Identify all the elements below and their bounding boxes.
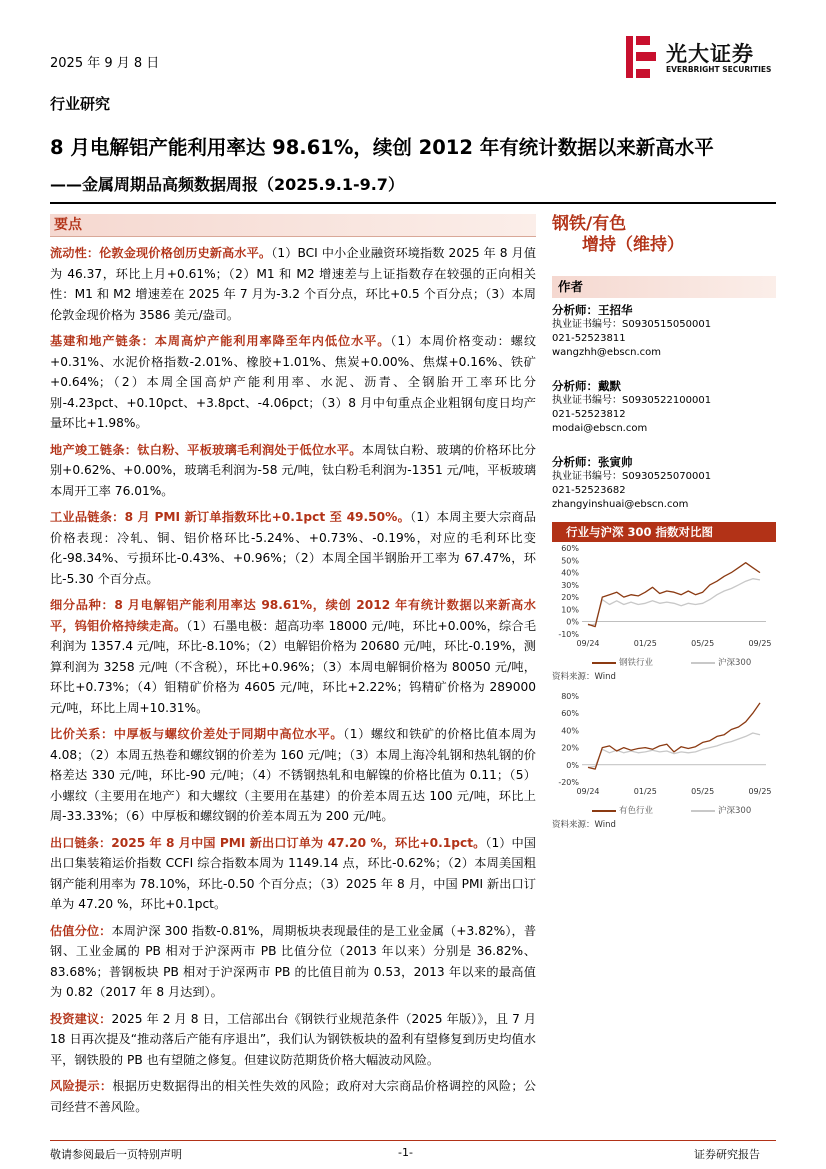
key-point-item — [50, 724, 536, 827]
key-point-highlight: 基建和地产链条：本周高炉产能利用率降至年内低位水平。 — [50, 334, 391, 348]
legend-item — [592, 658, 653, 668]
key-points-section — [50, 214, 536, 1117]
analyst-phone: 021-52523811 — [552, 333, 626, 344]
key-point-item — [50, 243, 536, 325]
analyst-license: 执业证书编号：S0930515050001 — [552, 319, 712, 330]
footer-divider — [50, 1140, 776, 1141]
footer-disclaimer: 敬请参阅最后一页特别声明 — [50, 1148, 182, 1161]
analyst-email[interactable]: zhangyinshuai@ebscn.com — [552, 499, 689, 510]
key-point-highlight: 风险提示： — [50, 1079, 113, 1093]
legend-label: 钢铁行业 — [619, 658, 654, 668]
y-tick-label: 0% — [566, 760, 579, 770]
y-tick-label: 80% — [561, 692, 579, 701]
analyst-list — [552, 302, 776, 512]
sector-name: 钢铁/有色 — [552, 214, 627, 234]
analyst-name: 分析师：张寅帅 — [552, 455, 633, 469]
logo-text-cn: 光大证券 — [666, 42, 754, 66]
key-point-highlight: 地产竣工链条：钛白粉、平板玻璃毛利润处于低位水平。 — [50, 442, 362, 457]
authors-heading: 作者 — [552, 276, 776, 298]
y-tick-label: 50% — [561, 556, 579, 566]
chart-source: 资料来源：Wind — [552, 820, 616, 830]
key-point-highlight: 流动性：伦敦金现价格创历史新高水平。 — [50, 246, 272, 260]
analyst-phone: 021-52523812 — [552, 409, 626, 420]
analyst-card — [552, 378, 776, 436]
key-point-text: （1）本周价格变动：螺纹+0.31%、水泥价格指数-2.01%、橡胶+1.01%、焦炭+0.00%、焦煤+0.16%、铁矿+0.64%；（2）本周全国高炉产能利用率、水泥、沥青、全钢胎开工率环比分别-4.23pct、+0.10pct、+3.8pct、-4.06pct；（3）8 月中旬重点企业粗钢旬度日均产量环比+1.98%。 — [50, 334, 537, 430]
legend-item — [592, 806, 653, 816]
y-tick-label: -20% — [558, 778, 579, 787]
steel-vs-hs300-chart — [552, 542, 776, 652]
everbright-logo-icon — [626, 36, 656, 78]
key-point-item — [50, 440, 536, 502]
key-point-item — [50, 921, 536, 1003]
legend-swatch — [691, 662, 715, 664]
legend-swatch — [691, 810, 715, 812]
report-category: 行业研究 — [50, 95, 111, 113]
y-tick-label: 20% — [561, 593, 579, 603]
y-tick-label: 40% — [561, 726, 579, 736]
analyst-card — [552, 302, 776, 360]
x-tick-label: 09/24 — [576, 639, 600, 648]
x-tick-label: 05/25 — [691, 787, 715, 796]
key-point-item — [50, 595, 536, 718]
key-point-text: （1）本周主要大宗商品价格表现：冷轧、铜、铝价格环比-5.24%、+0.73%、-0.19%，对应的毛利环比变化-98.34%、亏损环比-0.43%、+0.96%；（2）本周全国半钢胎开工率为 67.47%，环比-5.30 个百分点。 — [50, 510, 536, 586]
key-point-text: 本周沪深 300 指数-0.81%，周期板块表现最佳的是工业金属（+3.82%），普钢、工业金属的 PB 相对于沪深两市 PB 比值分位（2013 年以来）分别是 36.82%、83.68%；普钢板块 PB 相对于沪深两市 PB 的比值目前为 0.53，2013 年以来的最高值为 0.82（2017 年 8 月达到）。 — [50, 923, 537, 999]
key-point-highlight: 出口链条：2025 年 8 月中国 PMI 新出口订单为 47.20 %，环比+0.1pct。 — [50, 835, 486, 850]
report-title: 8 月电解铝产能利用率达 98.61%，续创 2012 年有统计数据以来新高水平 — [50, 136, 714, 159]
analyst-email[interactable]: wangzhh@ebscn.com — [552, 347, 661, 358]
key-point-text: 根据历史数据得出的相关性失效的风险；政府对大宗商品价格调控的风险；公司经营不善风险。 — [50, 1079, 536, 1114]
chart-legend — [552, 656, 776, 670]
legend-label: 有色行业 — [619, 806, 654, 816]
key-point-highlight: 投资建议： — [50, 1011, 112, 1026]
legend-swatch — [592, 662, 616, 664]
key-point-text: （1）石墨电极：超高功率 18000 元/吨，环比+0.00%，综合毛利润为 1357.4 元/吨，环比-8.10%；（2）电解铝价格为 20680 元/吨，环比-0.19%，测算利润为 3258 元/吨（不含税），环比+0.96%；（3）本周电解铜价格为 80050 元/吨，环比+0.73%；（4）钼精矿价格为 4605 元/吨，环比+2.22%；钨精矿价格为 289000 元/吨，环比上周+10.31%。 — [50, 618, 537, 715]
legend-item — [691, 658, 751, 668]
logo-text-en: EVERBRIGHT SECURITIES — [666, 65, 772, 74]
legend-swatch — [592, 810, 616, 812]
key-point-text: 本周钛白粉、玻璃的价格环比分别+0.62%、+0.00%，玻璃毛利润为-58 元/吨，钛白粉毛利润为-1351 元/吨，平板玻璃本周开工率 76.01%。 — [50, 442, 537, 498]
key-point-highlight: 细分品种：8 月电解铝产能利用率达 98.61%，续创 2012 年有统计数据以来新高水平，钨钼价格持续走高。 — [50, 598, 536, 633]
series-line — [588, 563, 760, 627]
key-point-highlight: 比价关系：中厚板与螺纹价差处于同期中高位水平。 — [50, 727, 344, 741]
analyst-phone: 021-52523682 — [552, 485, 626, 496]
chart-heading: 行业与沪深 300 指数对比图 — [552, 522, 776, 542]
title-divider — [50, 202, 776, 204]
legend-label: 沪深300 — [718, 658, 752, 668]
nonferrous-vs-hs300-chart — [552, 690, 776, 800]
key-points-heading: 要点 — [50, 214, 536, 237]
y-tick-label: 60% — [561, 544, 579, 553]
analyst-email[interactable]: modai@ebscn.com — [552, 423, 648, 434]
series-line — [588, 703, 760, 769]
key-point-highlight: 估值分位： — [50, 923, 112, 938]
y-tick-label: 0% — [566, 617, 579, 627]
key-point-item — [50, 1009, 536, 1071]
page-number: -1- — [398, 1146, 413, 1159]
key-point-item — [50, 507, 536, 589]
key-point-text: （1）BCI 中小企业融资环境指数 2025 年 8 月值为 46.37，环比上月+0.61%；（2）M1 和 M2 增速差与上证指数存在较强的正向相关性：M1 和 M2 增速差在 2025 年 7 月为-3.2 个百分点，环比+0.5 个百分点；（3）本周伦敦金现价格为 3586 美元/盎司。 — [50, 246, 537, 322]
analyst-license: 执业证书编号：S0930522100001 — [552, 395, 712, 406]
x-tick-label: 05/25 — [691, 639, 715, 648]
x-tick-label: 09/25 — [748, 787, 772, 796]
x-tick-label: 01/25 — [633, 787, 657, 796]
analyst-card — [552, 454, 776, 512]
key-point-item — [50, 1076, 536, 1117]
analyst-name: 分析师：戴默 — [552, 379, 621, 393]
legend-item — [691, 806, 751, 816]
x-tick-label: 09/25 — [748, 639, 772, 648]
key-point-text: （1）螺纹和铁矿的价格比值本周为 4.08；（2）本周五热卷和螺纹钢的价差为 160 元/吨；（3）本周上海冷轧钢和热轧钢的价格差达 330 元/吨，环比-90 元/吨；（4）不锈钢热轧和电解镍的价格比值为 0.11；（5）小螺纹（主要用在地产）和大螺纹（主要用在基建）的价差本周五达 100 元/吨，环比上周-33.33%；（6）中厚板和螺纹钢的价差本周五为 200 元/吨。 — [50, 727, 536, 823]
company-logo — [626, 36, 776, 80]
x-tick-label: 09/24 — [576, 787, 600, 796]
key-point-item — [50, 331, 536, 434]
analyst-name: 分析师：王招华 — [552, 303, 633, 317]
footer-brand: 证券研究报告 — [694, 1148, 760, 1161]
legend-label: 沪深300 — [718, 806, 752, 816]
series-line — [588, 579, 760, 626]
key-point-highlight: 工业品链条：8 月 PMI 新订单指数环比+0.1pct 至 49.50%。 — [50, 510, 411, 524]
chart-legend — [552, 804, 776, 818]
series-line — [588, 733, 760, 767]
report-date: 2025 年 9 月 8 日 — [50, 56, 160, 71]
y-tick-label: 60% — [561, 709, 579, 719]
sidebar — [552, 214, 776, 832]
analyst-license: 执业证书编号：S0930525070001 — [552, 471, 712, 482]
y-tick-label: 20% — [561, 743, 579, 753]
y-tick-label: -10% — [558, 630, 579, 639]
x-tick-label: 01/25 — [633, 639, 657, 648]
key-point-text: 2025 年 2 月 8 日，工信部出台《钢铁行业规范条件（2025 年版）》，且 7 月 18 日再次提及“推动落后产能有序退出”，我们认为钢铁板块的盈利有望修复到历史均值水平，钢铁股的 PB 也有望随之修复。但建议防范期货价格大幅波动风险。 — [50, 1011, 537, 1067]
y-tick-label: 30% — [561, 580, 579, 590]
chart-source: 资料来源：Wind — [552, 672, 616, 682]
key-point-text: （1）中国出口集装箱运价指数 CCFI 综合指数本周为 1149.14 点，环比-0.62%；（2）本周美国粗钢产能利用率为 78.10%，环比-0.50 个百分点；（3）2025 年 8 月，中国 PMI 新出口订单为 47.20 %，环比+0.1pct。 — [50, 835, 536, 911]
y-tick-label: 40% — [561, 568, 579, 578]
key-points-list — [50, 243, 536, 1117]
y-tick-label: 10% — [561, 605, 579, 615]
report-subtitle: ——金属周期品高频数据周报（2025.9.1-9.7） — [50, 175, 404, 194]
rating: 增持（维持） — [582, 235, 684, 255]
key-point-item — [50, 833, 536, 915]
